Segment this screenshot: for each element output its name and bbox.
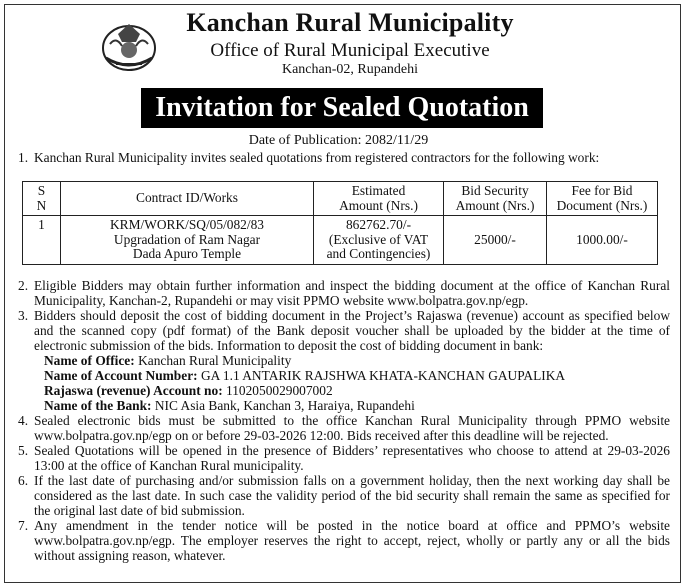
list-item [18,278,670,308]
item-number: 7. [18,518,29,533]
office-name: Office of Rural Municipal Executive [210,40,490,61]
item-text: Sealed Quotations will be opened in the presence of Bidders’ representatives who choose to attend at 29-03-2026 13:00 at the office of Kanchan Rural municipality. [34,443,670,473]
bank-name-row: Name of the Bank: NIC Asia Bank, Kanchan 3, Haraiya, Rupandehi [44,398,415,413]
bank-rajaswa-row: Rajaswa (revenue) Account no: 1102050029007002 [44,383,333,398]
cell-estimate: 862762.70/- (Exclusive of VAT and Contingencies) [314,216,444,265]
conditions-list [18,278,670,563]
works-table [22,181,658,265]
org-name: Kanchan Rural Municipality [186,8,514,37]
publication-date: Date of Publication: 2082/11/29 [248,133,429,148]
item-text: Bidders should deposit the cost of bidding document in the Project’s Rajaswa (revenue) account as specified below and the scanned copy (pdf format) of the Bank deposit voucher shall be uploaded by the bidder at the time of electronic submission of the bids. Information to deposit the cost of bidding document in bank: [34,308,670,353]
item-text: Eligible Bidders may obtain further information and inspect the bidding document at the office of Kanchan Rural Municipality, Kanchan-2, Rupandehi or may visit PPMO website www.bolpatra.gov.np/egp. [34,278,670,308]
item-text: If the last date of purchasing and/or submission falls on a government holiday, then the next working day shall be considered as the last date. In such case the validity period of the bid security shall remain the same as specified for the original last date of bid submission. [34,473,670,518]
office-address: Kanchan-02, Rupandehi [281,62,419,77]
bank-account-row: Name of Account Number: GA 1.1 ANTARIK RAJSHWA KHATA-KANCHAN GAUPALIKA [44,368,566,383]
list-item [18,518,670,563]
item-number: 6. [18,473,29,488]
list-item [18,308,670,353]
notice-title-banner: Invitation for Sealed Quotation [141,88,543,128]
header-contract: Contract ID/Works [61,182,314,216]
item-text: Sealed electronic bids must be submitted to the office Kanchan Rural Municipality through PPMO website www.bolpatra.gov.np/egp on or before 29-03-2026 12:00. Bids received after this deadline will be rejected. [34,413,670,443]
nepal-government-emblem-icon [96,14,162,76]
header-estimate: Estimated Amount (Nrs.) [314,182,444,216]
item-number: 4. [18,413,29,428]
bank-office-row: Name of Office: Kanchan Rural Municipality [44,353,292,368]
item-number: 3. [18,308,29,323]
item-number: 5. [18,443,29,458]
list-item [18,473,670,518]
item-number: 1. [18,150,29,165]
item-text: Kanchan Rural Municipality invites sealed quotations from registered contractors for the following work: [34,150,600,165]
header-sn: S N [23,182,61,216]
list-item [18,413,670,443]
cell-contract: KRM/WORK/SQ/05/082/83 Upgradation of Ram Nagar Dada Apuro Temple [61,216,314,265]
header-bid-security: Bid Security Amount (Nrs.) [444,182,547,216]
cell-fee: 1000.00/- [547,216,658,265]
list-item [18,443,670,473]
item-1 [18,150,678,165]
table-row [23,216,658,265]
header-fee: Fee for Bid Document (Nrs.) [547,182,658,216]
bank-details [18,353,670,413]
item-text: Any amendment in the tender notice will be posted in the notice board at office and PPMO’s website www.bolpatra.gov.np/egp. The employer reserves the right to accept, reject, wholly or partly any or all the bids without assigning reason, whatever. [34,518,670,563]
cell-bid-security: 25000/- [444,216,547,265]
item-number: 2. [18,278,29,293]
table-header-row [23,182,658,216]
cell-sn: 1 [23,216,61,265]
